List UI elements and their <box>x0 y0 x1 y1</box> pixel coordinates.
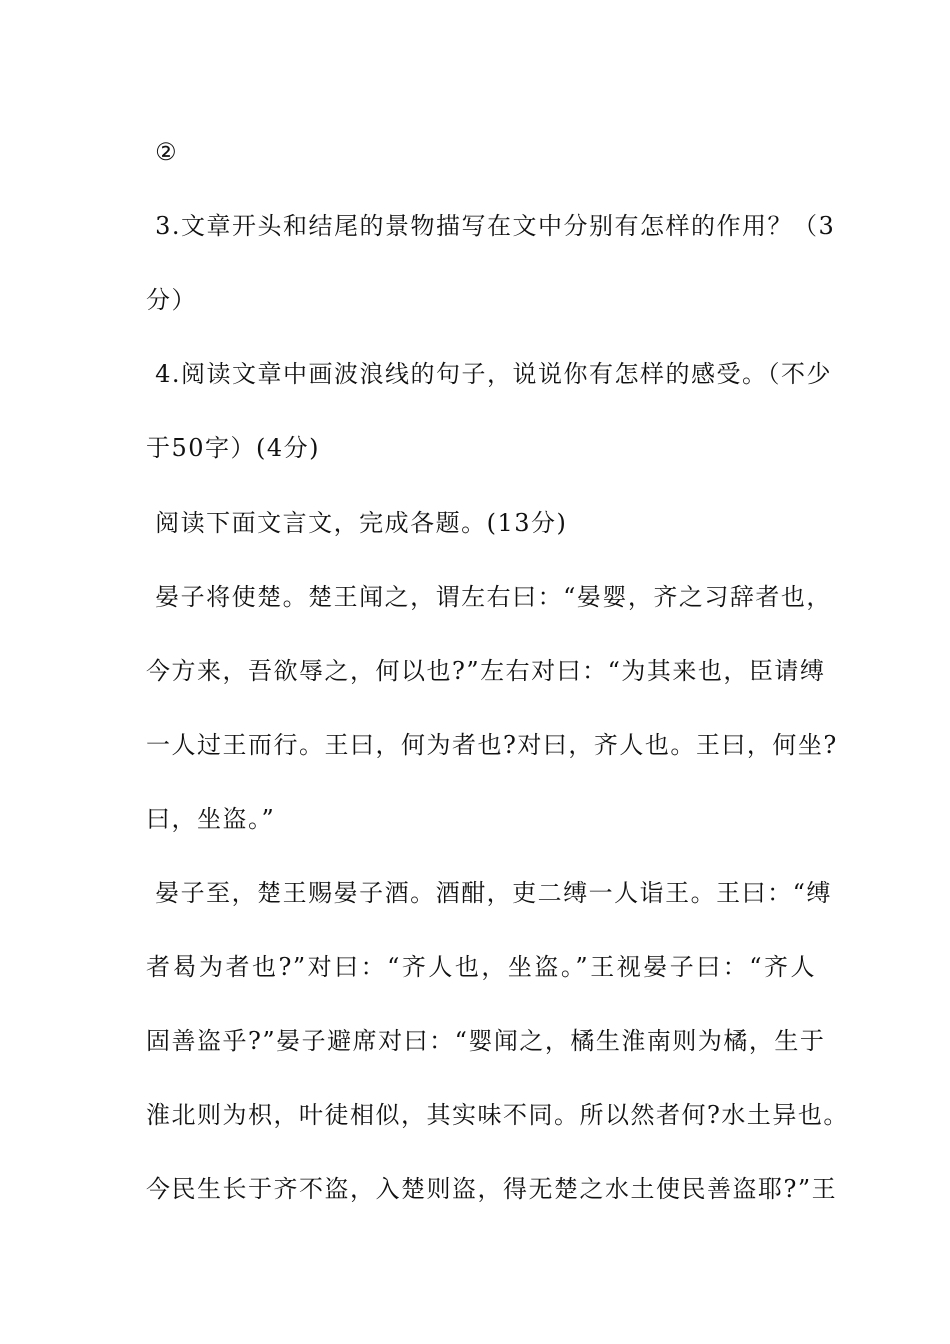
text-line-question-4-continued: 于50字）(4分) <box>146 434 321 462</box>
text-line-paragraph-2-e: 今民生长于齐不盗，入楚则盗，得无楚之水土使民善盗耶?”王 <box>146 1175 838 1203</box>
text-line-paragraph-1-b: 今方来，吾欲辱之，何以也?”左右对曰：“为其来也，臣请缚 <box>146 657 826 685</box>
text-line-instruction: 阅读下面文言文，完成各题。(13分) <box>146 509 568 537</box>
text-line-paragraph-1-a: 晏子将使楚。楚王闻之，谓左右曰：“晏婴，齐之习辞者也， <box>146 583 832 611</box>
text-line-question-3-continued: 分） <box>146 286 197 314</box>
text-line-question-4: 4.阅读文章中画波浪线的句子，说说你有怎样的感受。（不少 <box>146 360 833 388</box>
text-line-paragraph-2-c: 固善盗乎?”晏子避席对曰：“婴闻之，橘生淮南则为橘，生于 <box>146 1027 826 1055</box>
text-line-paragraph-1-d: 曰，坐盗。” <box>146 805 276 833</box>
text-line-paragraph-2-d: 淮北则为枳，叶徒相似，其实味不同。所以然者何?水土异也。 <box>146 1101 849 1129</box>
text-line-paragraph-2-a: 晏子至，楚王赐晏子酒。酒酣，吏二缚一人诣王。王曰：“缚 <box>146 879 832 907</box>
text-line-circled-two: ② <box>146 138 179 166</box>
text-line-paragraph-2-b: 者曷为者也?”对曰：“齐人也，坐盗。”王视晏子曰：“齐人 <box>146 953 816 981</box>
text-line-paragraph-1-c: 一人过王而行。王曰，何为者也?对曰，齐人也。王曰，何坐? <box>146 731 838 759</box>
text-line-question-3: 3.文章开头和结尾的景物描写在文中分别有怎样的作用？（3 <box>146 212 836 240</box>
